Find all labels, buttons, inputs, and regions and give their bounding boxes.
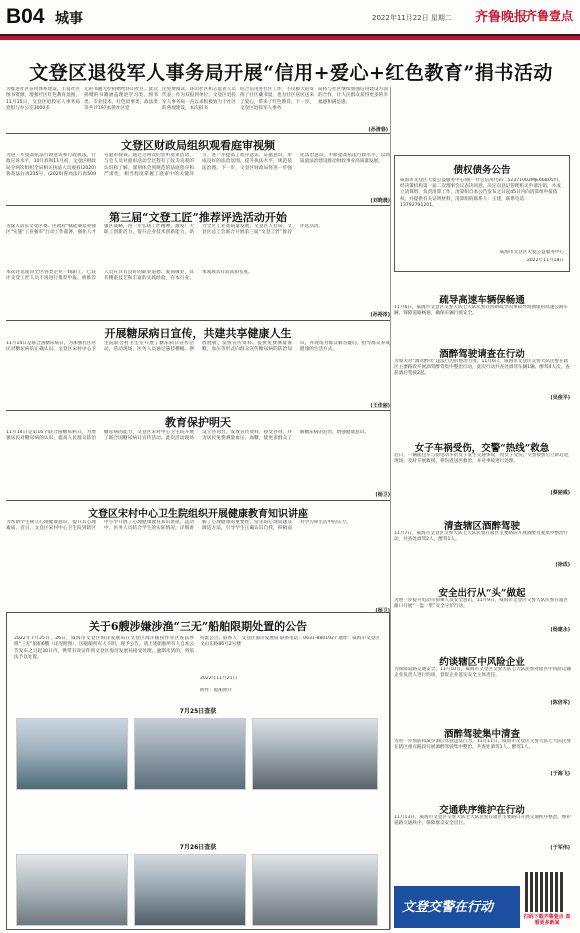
article-5-title: 文登区宋村中心卫生院组织开展健康教育知识讲座 [88,509,308,520]
r3-body: 近日，一辆面包车与骑电动车的女子发生交通事故，致女子受伤，交警接警后立即赶赴现场，及时开展救援，将伤者送医救治，并对事故进行处理。 [394,453,569,465]
article-3-title: 开展糖尿病日宣传，共建共享健康人生 [104,327,292,340]
boat-photo [134,854,246,926]
qr-code[interactable] [525,872,565,912]
r6-body: 为保障道路交通安全，11月10日，威海市文登区交警大队七大队民警对辖区中风险运输企业负责人进行约谈，督促企业落实安全主体责任。 [394,667,572,679]
divider [6,410,390,411]
r4-author: (徐成) [555,562,570,568]
debt-notice-sign: 威海市文登区大爱公益服务中心 [499,250,564,255]
notice-body: 2022年7月25日、26日，威海市文登区海洋发展局在文登区海洋捕捞作业区查获涉渔“三无”船舶6艘（详见附图），因船舶所有人不明，现予公告。请上述船舶所有人自本公告发布之日起30日内，携带有效证件到文登区海洋发展局接受处理。逾期未到的，将依法予以处置。 [14,636,194,661]
r7-title: 酒醉驾驶集中清查 [443,729,520,740]
article-2-body-2: 本次评选面向全区各类企业一线职工，已获评文登工匠人员不再进行推荐申报。被推荐人员应具有良好的职业道德、爱岗敬业，具有精湛技艺和丰富的实践经验，在本行业、本领域具有较高知名度。 [6,270,253,282]
boat-photo [134,718,246,790]
r5-body: 为进一步提升电动车骑乘人员安全意识，11月9日，威海市文登区交警大队民警在辖区路口开展“一盔一带”安全守护行动。 [394,598,569,610]
r2-body: 为加大对“酒驾醉驾”违法行为的整治力度，11月6日，威海市文登区交警大队民警在辖区主要路段开展酒驾醉驾集中整治行动，此次行动共查处酒驾车辆1辆、醉驾4人次，查获酒后驾驶2起。 [394,359,570,377]
photo-label-a: 7月25日查获 [179,708,217,715]
article-4-body: 11月14日是第16个联合国糖尿病日，为增强居民对糖尿病的认识，提高人民群众防治糖尿病的能力，文登区宋村中心卫生院开展了联合国糖尿病日宣传活动。此次活动现场设立咨询台，发放宣传资料，接受咨询，并为居民免费测量血压、血糖，使更多群众了解糖尿病的危害，增强健康意识。 [6,430,369,442]
article-2-title: 第三届“文登工匠”推荐评选活动开始 [109,211,287,224]
main-col-2: 元的书籍无偿捐赠给环山社区。此次捐赠的书籍涵盖理论学习类、图书类、专业技术、红色故事类、政法类等共计197本供社区党 [84,87,158,112]
article-2-body: 为深入落实文登区委、区政府“赋能制造业强区”实施“工业强市”行动工作部署，强化人才强区战略，进一步弘扬工匠精神，激发广大职工创新活力，提升企业技术创新能力，助力全区工业高质量发展，文登区人社局、文登区总工会联合开展第三届“文登工匠”推荐评选活动。 [6,224,323,236]
r5-author: (杨建永) [550,627,570,633]
divider [6,205,390,206]
r3-author: (蔡丽威) [550,490,570,496]
main-headline: 文登区退役军人事务局开展“信用+爱心+红色教育”捐书活动 [29,62,553,84]
notice-attach: 附件：船舶照片 [200,688,233,693]
r8-title: 交通秩序维护在行动 [439,805,525,816]
issue-date: 2022年11月22日 星期二 [372,14,452,22]
main-col-4: 结合信用进社区工作，不仅极大的发挥了社区藏书量，也为社区居民送来了爱心，带来了红色教育，下一步，文登区退役军人事务 [240,87,314,112]
qr-caption: 扫码下载齐鲁壹点 查看更多新闻 [523,914,571,926]
r6-author: (陈倍军) [550,700,570,706]
page-header [0,0,580,36]
debt-notice-date: 2022年11月18日 [526,258,564,263]
photo-label-b: 7月26日查获 [179,844,217,851]
r6-title: 约谈辖区中风险企业 [439,657,525,668]
column-divider [390,87,391,929]
r4-title: 清查辖区酒醉驾驶 [443,521,520,532]
banner-text: 文登交警在行动 [402,900,494,915]
article-1-body: 为进一步提高依法行政意识和行政执法，行政应诉水平，10月底和11月初，文登区财政局分两次组织全局相关执法人员观看(2020)鲁高法行再235号、(2020)鲁高法行再509号庭审视频。通过这两次的旁听庭审活动，与会人员对庭审活动全过程有了较为直观的认识和了解，深刻体会到规范的法庭程序和严肃性，相当程度掌握了庭审中的关键环节，进一步提高了程序意识、证据意识，形成良好的法治氛围，提升执法水平，规范依法治理。下一步，文登区财政局将进一步强化法治意识，不断提高依法行政水平，以高质量法治建设推动财政事业高质量发展。 [6,153,390,178]
article-5-author: (杨卫) [375,608,390,614]
header-rule [0,36,580,40]
notice-contact: 特此公告。联系人：文登区海洋发展局 联系电话：0631-8801927 地址：威海市文登区文山东路86号2号楼 [200,636,380,648]
r1-body: 11月6日，威海市文登区交警大队七大队民警在协助疏导因事故导致拥堵的高速公路车辆，保障道路畅通，确保车辆行驶安全。 [394,305,569,317]
r3-title: 女子车祸受伤，交警“热线”救急 [414,443,550,454]
article-4-author: (杨卫) [375,492,390,498]
article-1-author: (刘晓晨) [370,198,390,204]
main-col-3: 民免费阅读，环山社区和志愿者人员代表，作为双报到单位，文登区退役军人事务局一直以来积极致力于社区的各项建设，本次捐书 [162,87,236,112]
boat-photo [252,854,378,926]
debt-notice-title: 债权债务公告 [453,165,511,176]
divider [6,320,390,321]
r1-title: 疏导高速车辆保畅通 [439,295,525,306]
r7-author: (于海飞) [550,771,570,777]
main-author: (孙清春) [368,127,388,133]
notice-title: 关于6艘涉嫌涉渔“三无”船舶限期处置的公告 [88,620,308,633]
r2-title: 酒醉驾驶请查在行动 [439,349,525,360]
r5-title: 安全出行从“头”做起 [438,588,526,599]
article-1-title: 文登区财政局组织观看庭审视频 [121,139,275,152]
app-logo: 齐鲁壹点 [525,9,574,23]
notice-date: 2022年11月21日 [200,676,238,681]
page-code: B04 [6,5,45,28]
section-name: 城事 [55,11,83,27]
main-col-5: 局将与社区继续加强信用建设方面的合作，让人民群众获得更多的幸福感和满足感。 [318,87,388,105]
paper-logo: 齐鲁晚报 [475,10,528,25]
r4-body: 11月7日，威海市文登区交警大队七大队民警在辖区主要路段开展酒醉驾驶集中整治行动，共查处酒驾2人，醉驾1人。 [394,531,569,543]
boat-photo [16,718,128,790]
article-4-title: 教育保护明天 [165,416,231,429]
main-col-1: 为推进社区信用体系建设，丰富社区图书资源，增强社区红色教育氛围，11月15日，文登区退役军人事务局党组与办公室3000多 [6,87,80,112]
divider [6,133,390,134]
r2-author: (吴俊平) [550,395,570,401]
r8-body: 11月13日，威海市文登区交警大队七大队民警在辖区主要路口开展交通秩序整治，维护道路交通秩序，保障群众安全出行。 [394,815,572,827]
article-3-body: 11月14日是联合国糖尿病日，为加强社区居民对糖尿病的正确认识，文登区宋村中心卫生院联合村卫生室开展了糖尿病日宣传活动，活动现场，医务人员通过悬挂横幅、摆放展板、发放宣传资料、提供免费测量血糖、血压等形式向群众宣传糖尿病的防治知识，并现场为群众解答疑问，指导群众养成健康的生活方式。 [6,341,390,353]
article-2-author: (孙裕浓) [370,312,390,318]
boat-photo [16,854,128,926]
traffic-banner [394,886,520,928]
r8-author: (于军伟) [550,845,570,851]
boat-photo [252,718,378,790]
r7-body: 为进一步预防和减少酒后驾驶违法行为，11月11日，威海市文登区交警大队七大队民警在辖区重点路段开展酒醉驾驶集中整治，共查处酒驾1人、醉驾1人。 [394,739,572,751]
debt-notice-body: 威海市文登区大爱公益服务中心(统一社会信用代码：52371003MJE66805Y)，经决策机构第一届二次理事会议表决同意，决定向登记管理机关申请注销，并成立清算组，负责清算工作，清算组自本公告发布之日起45日内向清算组申报债权，并提供有关证明材料，清算组的联系人：王建，联系电话：13792791201。 [400,178,563,208]
article-5-body: 为帮助学生树立心理健康意识，提升其心理素质，近日，文登区宋村中心卫生院到辖区中小学开展了心理健康教育知识讲座。活动中，医务人员结合学生的实际情况，详细讲解了心理健康的重要性、常见的心理问题及调适方法，引导学生正确认识自我，积极面对学习和生活中的压力。 [6,520,351,532]
article-3-author: (王佳丽) [370,403,390,409]
divider [6,500,390,501]
